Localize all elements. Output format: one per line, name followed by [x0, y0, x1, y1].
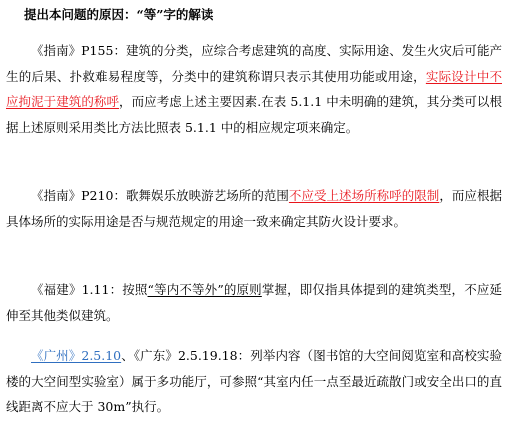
paragraph-text: ，而应根据具体场所的实际用途是否与规范规定的用途一致来确定其防火设计要求。 — [6, 188, 502, 229]
paragraph-text: 《指南》P210：歌舞娱乐放映游艺场所的范围 — [31, 188, 289, 203]
emphasis-red-text: 实际设计中不应拘泥于建筑的称呼 — [6, 68, 502, 109]
paragraph-guide-p155 — [6, 38, 502, 140]
paragraph-fujian — [6, 277, 502, 328]
page-heading: 提出本问题的原因：“等”字的解读 — [24, 7, 214, 22]
paragraph-text: 《指南》P155：建筑的分类，应综合考虑建筑的高度、实际用途、发生火灾后可能产生的后果、扑救难易程度等，分类中的建筑称谓只表示其使用功能或用途， — [6, 43, 502, 84]
paragraph-guangzhou-guangdong — [6, 343, 502, 420]
paragraph-guide-p210 — [6, 183, 502, 234]
paragraph-text: ，而应考虑上述主要因素.在表 5.1.1 中未明确的建筑，其分类可以根据上述原则采用类比方法比照表 5.1.1 中的相应规定项来确定。 — [6, 94, 502, 135]
emphasis-red-text: 不应受上述场所称呼的限制 — [288, 188, 440, 203]
guangzhou-reference-link[interactable]: 《广州》2.5.10 — [31, 348, 122, 363]
paragraph-text: 、《广东》2.5.19.18：列举内容（图书馆的大空间阅览室和高校实验楼的大空间型实验室）属于多功能厅，可参照“其室内任一点至最近疏散门或安全出口的直线距离不应大于 30m”执行。 — [6, 348, 503, 414]
paragraph-text: 《福建》1.11：按照 — [31, 282, 148, 297]
paragraph-text: 掌握，即仅指具体提到的建筑类型，不应延伸至其他类似建筑。 — [6, 282, 502, 323]
underlined-principle: “等内不等外”的原则 — [147, 282, 262, 297]
